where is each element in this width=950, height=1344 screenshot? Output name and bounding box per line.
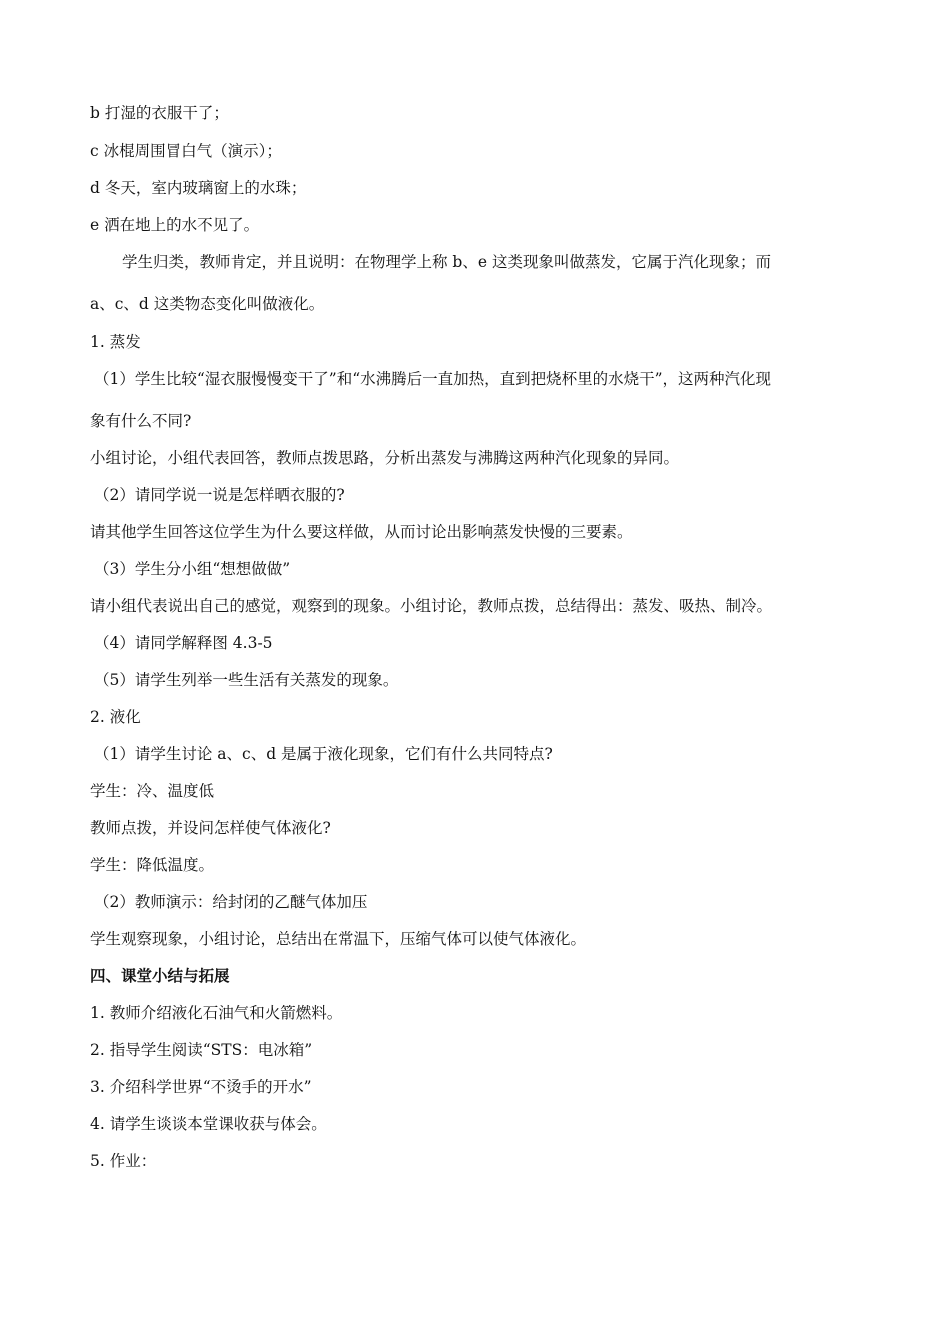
summary-item-2: 2. 指导学生阅读“STS：电冰箱” [90, 1041, 313, 1059]
text-compression-conclusion: 学生观察现象，小组讨论，总结出在常温下，压缩气体可以使气体液化。 [90, 930, 587, 948]
line-d: d 冬天，室内玻璃窗上的水珠； [90, 179, 307, 197]
line-e: e 洒在地上的水不见了。 [90, 216, 260, 234]
item-3-group-activity: （3）学生分小组“想想做做” [94, 560, 291, 578]
text-evaporation-summary: 请小组代表说出自己的感觉，观察到的现象。小组讨论，教师点拨，总结得出：蒸发、吸热、制冷。 [90, 597, 773, 615]
summary-item-3: 3. 介绍科学世界“不烫手的开水” [90, 1078, 312, 1096]
summary-item-4: 4. 请学生谈谈本堂课收获与体会。 [90, 1115, 327, 1133]
summary-item-1: 1. 教师介绍液化石油气和火箭燃料。 [90, 1004, 343, 1022]
item-4-explain-figure: （4）请同学解释图 4.3-5 [94, 634, 273, 652]
line-c: c 冰棍周围冒白气（演示）； [90, 142, 282, 160]
paragraph-classification-continued: a、c、d 这类物态变化叫做液化。 [90, 295, 325, 313]
heading-liquefaction: 2. 液化 [90, 708, 141, 726]
item-1-compare: （1）学生比较“湿衣服慢慢变干了”和“水沸腾后一直加热，直到把烧杯里的水烧干”，这两种汽化现 [94, 370, 772, 388]
paragraph-classification: 学生归类，教师肯定，并且说明：在物理学上称 b、e 这类现象叫做蒸发，它属于汽化现象；而 [122, 253, 771, 271]
text-teacher-question: 教师点拨，并设问怎样使气体液化? [90, 819, 331, 837]
item-2-teacher-demo: （2）教师演示：给封闭的乙醚气体加压 [94, 893, 368, 911]
item-1-compare-continued: 象有什么不同? [90, 412, 192, 430]
item-2-dry-clothes: （2）请同学说一说是怎样晒衣服的? [94, 486, 345, 504]
text-student-answer-temperature: 学生：降低温度。 [90, 856, 215, 874]
text-group-discussion: 小组讨论，小组代表回答，教师点拨思路，分析出蒸发与沸腾这两种汽化现象的异同。 [90, 449, 680, 467]
summary-item-5: 5. 作业： [90, 1152, 157, 1170]
item-1-common-features: （1）请学生讨论 a、c、d 是属于液化现象，它们有什么共同特点? [94, 745, 553, 763]
text-student-answer-cold: 学生：冷、温度低 [90, 782, 215, 800]
text-three-factors: 请其他学生回答这位学生为什么要这样做，从而讨论出影响蒸发快慢的三要素。 [90, 523, 633, 541]
line-b: b 打湿的衣服干了； [90, 104, 229, 122]
heading-evaporation: 1. 蒸发 [90, 333, 141, 351]
item-5-life-examples: （5）请学生列举一些生活有关蒸发的现象。 [94, 671, 399, 689]
section-heading-summary: 四、课堂小结与拓展 [90, 966, 230, 985]
